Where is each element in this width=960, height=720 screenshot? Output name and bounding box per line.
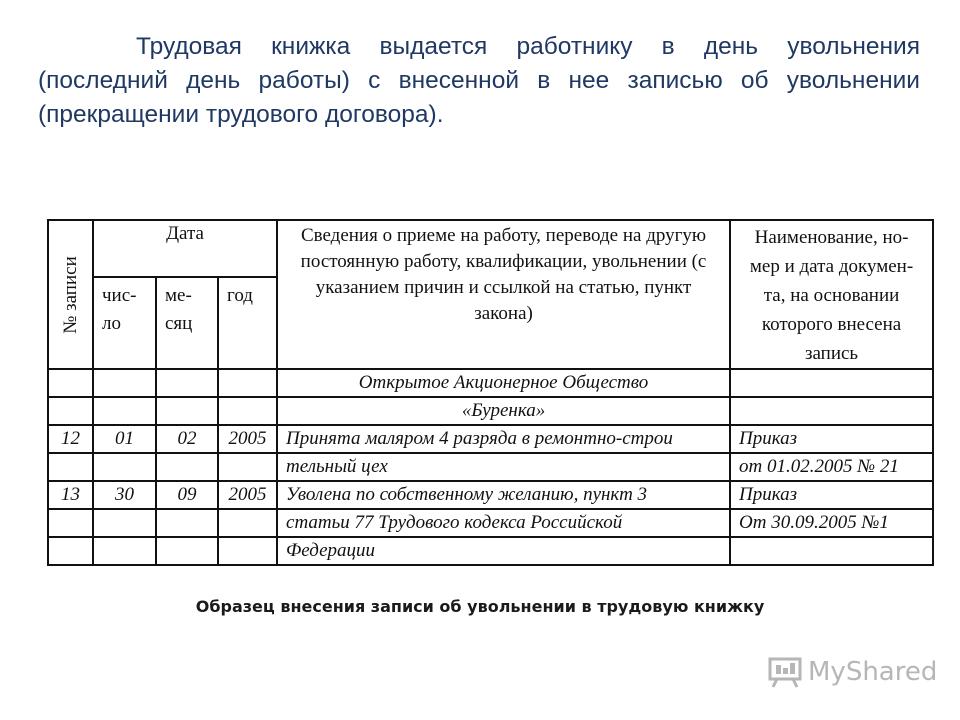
cell-info: Принята маляром 4 разряда в ремонтно-строи <box>277 425 730 453</box>
cell-month <box>156 397 218 425</box>
cell-document <box>730 537 933 565</box>
cell-document <box>730 369 933 397</box>
cell-record-no <box>48 453 93 481</box>
cell-document <box>730 397 933 425</box>
cell-info: Открытое Акционерное Общество <box>277 369 730 397</box>
cell-record-no: 13 <box>48 481 93 509</box>
watermark-logo <box>768 656 937 688</box>
table-row <box>48 369 933 397</box>
figure-caption: Образец внесения записи об увольнении в трудовую книжку <box>195 597 765 616</box>
cell-document: от 01.02.2005 № 21 <box>730 453 933 481</box>
cell-year <box>218 369 277 397</box>
cell-info: Уволена по собственному желанию, пункт 3 <box>277 481 730 509</box>
cell-month: 02 <box>156 425 218 453</box>
header-info: Сведения о приеме на работу, переводе на другую постоянную работу, квалификации, увольнении (с указанием причин и ссылкой на статью, пункт закона) <box>277 220 730 369</box>
cell-month <box>156 369 218 397</box>
cell-day: 30 <box>93 481 156 509</box>
cell-month <box>156 537 218 565</box>
cell-record-no <box>48 509 93 537</box>
cell-day <box>93 509 156 537</box>
cell-day <box>93 369 156 397</box>
table-row <box>48 397 933 425</box>
cell-record-no <box>48 537 93 565</box>
header-document: Наименование, но-мер и дата докумен-та, на основании которого внесена запись <box>730 220 933 369</box>
cell-record-no <box>48 369 93 397</box>
cell-info: Федерации <box>277 537 730 565</box>
cell-year <box>218 397 277 425</box>
table-row <box>48 509 933 537</box>
presentation-board-icon <box>768 656 802 688</box>
intro-paragraph: Трудовая книжка выдается работнику в день увольнения (последний день работы) с внесенной в нее записью об увольнении (прекращении трудового договора). <box>38 33 920 128</box>
cell-document: От 30.09.2005 №1 <box>730 509 933 537</box>
cell-info: тельный цех <box>277 453 730 481</box>
cell-day <box>93 453 156 481</box>
cell-year: 2005 <box>218 425 277 453</box>
cell-record-no <box>48 397 93 425</box>
cell-year <box>218 453 277 481</box>
header-date: Дата <box>93 220 277 277</box>
header-record-number <box>48 220 93 369</box>
cell-info: «Буренка» <box>277 397 730 425</box>
table-row <box>48 481 933 509</box>
watermark-text: MyShared <box>808 657 938 687</box>
cell-day <box>93 397 156 425</box>
cell-month <box>156 453 218 481</box>
cell-year: 2005 <box>218 481 277 509</box>
cell-year <box>218 509 277 537</box>
cell-info: статьи 77 Трудового кодекса Российской <box>277 509 730 537</box>
header-year: год <box>218 277 277 369</box>
table-row <box>48 537 933 565</box>
table-row <box>48 453 933 481</box>
cell-document: Приказ <box>730 481 933 509</box>
table-row <box>48 425 933 453</box>
header-record-number-label: № записи <box>59 255 81 334</box>
cell-record-no: 12 <box>48 425 93 453</box>
cell-day: 01 <box>93 425 156 453</box>
work-record-table <box>47 219 934 566</box>
cell-year <box>218 537 277 565</box>
cell-document: Приказ <box>730 425 933 453</box>
cell-month: 09 <box>156 481 218 509</box>
cell-month <box>156 509 218 537</box>
header-day: чис-ло <box>93 277 156 369</box>
cell-day <box>93 537 156 565</box>
header-month: ме-сяц <box>156 277 218 369</box>
